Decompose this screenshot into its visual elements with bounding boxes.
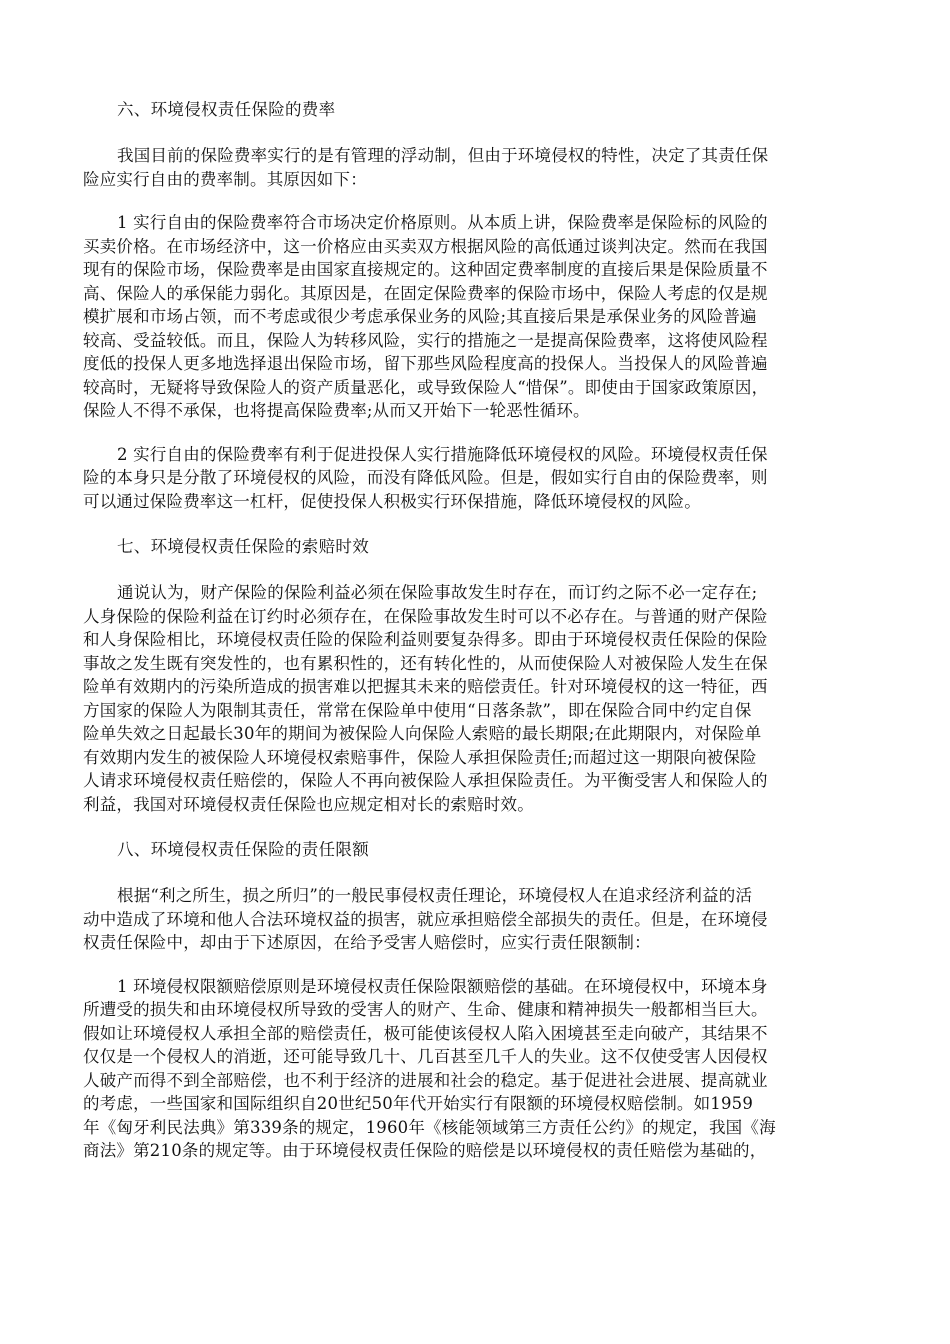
paragraph-line: 有效期内发生的被保险人环境侵权索赔事件，保险人承担保险责任;而超过这一期限向被保险 xyxy=(83,747,757,767)
paragraph-line: 事故之发生既有突发性的，也有累积性的，还有转化性的，从而使保险人对被保险人发生在保 xyxy=(83,653,768,673)
paragraph-line: 根据“利之所生，损之所归”的一般民事侵权责任理论，环境侵权人在追求经济利益的活 xyxy=(117,886,753,905)
paragraph-line: 险应实行自由的费率制。其原因如下： xyxy=(83,169,367,189)
section-heading: 七、环境侵权责任保险的索赔时效 xyxy=(117,537,369,556)
paragraph-line: 通说认为，财产保险的保险利益必须在保险事故发生时存在，而订约之际不必一定存在; xyxy=(117,583,758,602)
paragraph xyxy=(83,884,873,955)
paragraph-line: 险单失效之日起最长30年的期间为被保险人向保险人索赔的最长期限;在此期限内，对保险单 xyxy=(83,724,762,743)
section-heading: 六、环境侵权责任保险的费率 xyxy=(117,100,336,119)
paragraph-line: 2 实行自由的保险费率有利于促进投保人实行措施降低环境侵权的风险。环境侵权责任保 xyxy=(117,444,768,464)
paragraph-line: 模扩展和市场占领，而不考虑或很少考虑承保业务的风险;其直接后果是承保业务的风险普遍 xyxy=(83,307,757,326)
section-heading: 八、环境侵权责任保险的责任限额 xyxy=(117,840,369,859)
paragraph-line: 较高、受益较低。而且，保险人为转移风险，实行的措施之一是提高保险费率，这将使风险程 xyxy=(83,330,768,350)
paragraph-line: 1 环境侵权限额赔偿原则是环境侵权责任保险限额赔偿的基础。在环境侵权中，环境本身 xyxy=(117,976,768,996)
paragraph-line: 1 实行自由的保险费率符合市场决定价格原则。从本质上讲，保险费率是保险标的风险的 xyxy=(117,213,768,232)
paragraph-line: 买卖价格。在市场经济中，这一价格应由买卖双方根据风险的高低通过谈判决定。然而在我国 xyxy=(83,236,768,256)
paragraph xyxy=(83,975,873,1163)
paragraph xyxy=(83,443,873,514)
paragraph-line: 年《匈牙利民法典》第339条的规定，1960年《核能领域第三方责任公约》的规定，我国《海 xyxy=(83,1117,776,1137)
paragraph-line: 方国家的保险人为限制其责任，常常在保险单中使用“日落条款”，即在保险合同中约定自保 xyxy=(83,700,752,720)
paragraph-line: 险的本身只是分散了环境侵权的风险，而没有降低风险。但是，假如实行自由的保险费率，则 xyxy=(83,468,768,487)
paragraph-line: 利益，我国对环境侵权责任保险也应规定相对长的索赔时效。 xyxy=(83,794,534,814)
paragraph-line: 人身保险的保险利益在订约时必须存在，在保险事故发生时可以不必存在。与普通的财产保险 xyxy=(83,606,768,626)
paragraph-line: 保险人不得不承保，也将提高保险费率;从而又开始下一轮恶性循环。 xyxy=(83,401,590,420)
paragraph-line: 仅仅是一个侵权人的消逝，还可能导致几十、几百甚至几千人的失业。这不仅使受害人因侵权 xyxy=(83,1047,768,1066)
paragraph xyxy=(83,581,873,816)
paragraph-line: 可以通过保险费率这一杠杆，促使投保人积极实行环保措施，降低环境侵权的风险。 xyxy=(83,491,701,511)
paragraph-line: 我国目前的保险费率实行的是有管理的浮动制，但由于环境侵权的特性，决定了其责任保 xyxy=(117,146,769,165)
paragraph-line: 动中造成了环境和他人合法环境权益的损害，就应承担赔偿全部损失的责任。但是，在环境侵 xyxy=(83,909,768,929)
paragraph-line: 所遭受的损失和由环境侵权所导致的受害人的财产、生命、健康和精神损失一般都相当巨大。 xyxy=(83,1000,768,1019)
paragraph-line: 和人身保险相比，环境侵权责任险的保险利益则要复杂得多。即由于环境侵权责任保险的保险 xyxy=(83,630,768,649)
paragraph-line: 商法》第210条的规定等。由于环境侵权责任保险的赔偿是以环境侵权的责任赔偿为基础的， xyxy=(83,1141,767,1160)
paragraph xyxy=(83,211,873,423)
paragraph-line: 假如让环境侵权人承担全部的赔偿责任，极可能使该侵权人陷入困境甚至走向破产，其结果不 xyxy=(83,1023,768,1043)
paragraph-line: 高、保险人的承保能力弱化。其原因是，在固定保险费率的保险市场中，保险人考虑的仅是规 xyxy=(83,283,768,303)
paragraph-line: 现有的保险市场，保险费率是由国家直接规定的。这种固定费率制度的直接后果是保险质量不 xyxy=(83,260,768,279)
paragraph-line: 度低的投保人更多地选择退出保险市场，留下那些风险程度高的投保人。当投保人的风险普遍 xyxy=(83,354,768,373)
paragraph-line: 较高时，无疑将导致保险人的资产质量恶化，或导致保险人“惜保”。即使由于国家政策原因， xyxy=(83,377,769,397)
paragraph-line: 权责任保险中，却由于下述原因，在给予受害人赔偿时，应实行责任限额制： xyxy=(83,933,651,952)
paragraph-line: 险单有效期内的污染所造成的损害难以把握其未来的赔偿责任。针对环境侵权的这一特征，西 xyxy=(83,677,768,696)
document-page xyxy=(83,96,873,1183)
paragraph-line: 的考虑，一些国家和国际组织自20世纪50年代开始实行有限额的环境侵权赔偿制。如1959 xyxy=(83,1094,754,1113)
paragraph-line: 人破产而得不到全部赔偿，也不利于经济的进展和社会的稳定。基于促进社会进展、提高就业 xyxy=(83,1070,768,1090)
paragraph xyxy=(83,144,873,191)
paragraph-line: 人请求环境侵权责任赔偿的，保险人不再向被保险人承担保险责任。为平衡受害人和保险人的 xyxy=(83,771,768,790)
